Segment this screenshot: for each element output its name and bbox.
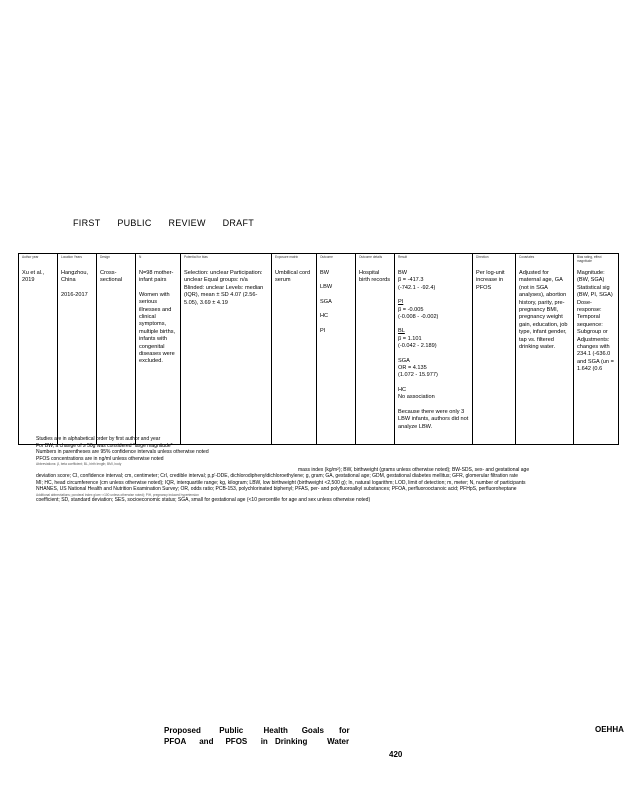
footnote-line: For BW, a change of ≥ 50g was considered "large magnitude" [36, 442, 173, 449]
result-value: β = 1.101 [398, 335, 422, 342]
header-cell: Location Years [58, 254, 97, 269]
participants-cell [136, 268, 181, 445]
results-cell [395, 268, 473, 445]
result-value: OR = 4.135 [398, 365, 427, 372]
footnote-line: coefficient; SD, standard deviation; SES, socioeconomic status; SGA, small for gestational age (<10 percentile for age and sex unless otherwise noted) [36, 497, 371, 504]
footnote-line: NHANES, US National Health and Nutrition Examination Survey; OR, odds ratio; PCB-153, polychlorinated biphenyl; PFAS, per- and polyfluoroalkyl substances; PFOA, perfluorooctanoic acid; PFHpS, perfluoroheptane [36, 486, 517, 493]
footnote-line: PFOS concentrations are in ng/ml unless otherwise noted [36, 455, 164, 462]
draft-word: REVIEW [168, 218, 206, 228]
participants-count: N=98 mother-infant pairs [139, 270, 174, 284]
location-text: Hangzhou, China [61, 270, 89, 284]
result-ci: (-0.042 - 2.189) [398, 343, 437, 350]
covariates-cell: Adjusted for maternal age, GA (not in SGA analyses), abortion history, parity, pre-pregnancy BMI, pregnancy weight gain, education, job type, infant gender, tap vs. filtered drinking water. [516, 268, 574, 445]
table-header-row [19, 254, 619, 269]
result-value: No association [398, 394, 435, 401]
footer-title-word: PFOA [164, 737, 187, 746]
footer-title-word: for [338, 726, 350, 735]
direction-cell: Per log-unit increase in PFOS [473, 268, 516, 445]
header-cell: Exposure matrix [272, 254, 317, 269]
header-cell: Covariates [516, 254, 574, 269]
header-cell: Bias rating, effect magnitude [574, 254, 619, 269]
result-label: BL [398, 328, 405, 335]
result-ci: (-0.008 - -0.002) [398, 314, 439, 321]
result-label: SGA [398, 357, 410, 364]
result-ci: (-742.1 - -92.4) [398, 284, 436, 291]
outcome-item: HC [320, 313, 329, 320]
footer-org: OEHHA [595, 725, 624, 734]
header-cell: N [136, 254, 181, 269]
footer-title-word: and [199, 737, 214, 746]
table-footnotes [36, 436, 618, 504]
outcome-item: SGA [320, 298, 332, 305]
table-row [19, 268, 619, 445]
author-cell: Xu et al., 2019 [19, 268, 58, 445]
matrix-cell: Umbilical cord serum [272, 268, 317, 445]
outcome-item: BW [320, 270, 330, 276]
footer-document-title [164, 725, 350, 747]
years-text: 2016-2017 [61, 291, 88, 298]
footnote-line: mass index (kg/m²); BW, birthweight (grams unless otherwise noted); BW-SDS, sex- and gestational age [298, 466, 530, 473]
draft-word: PUBLIC [117, 218, 152, 228]
footer-title-word: PFOS [225, 737, 248, 746]
header-cell: Result [395, 254, 473, 269]
footer-title-word: Health [263, 726, 288, 735]
footer-title-word: Proposed [164, 726, 201, 735]
result-value: β = -0.005 [398, 306, 424, 313]
footnote-line: MI; HC, head circumference (cm unless otherwise noted); IQR, interquartile range; kg, kilogram; LBW, low birthweight (birthweight <2,500 g); ln, natural logarithm; LOD, limit of detection; m, meter; N, number of participants [36, 479, 526, 486]
footnote-line: Abbreviations: β, beta coefficient; BL, birth length; BMI, body [36, 462, 122, 467]
outcome-item: PI [320, 327, 326, 334]
outcome-source-cell: Hospital birth records [356, 268, 395, 445]
footer-title-word: Goals [301, 726, 324, 735]
result-note: Because there were only 3 LBW infants, authors did not analyze LBW. [398, 408, 469, 430]
result-label: HC [398, 386, 407, 393]
evidence-table [18, 253, 619, 445]
draft-word: FIRST [73, 218, 101, 228]
outcome-item: LBW [320, 284, 333, 291]
result-value: β = -417.3 [398, 277, 424, 284]
draft-word: DRAFT [222, 218, 255, 228]
header-cell: Outcome details [356, 254, 395, 269]
footer-title-word: Water [327, 737, 350, 746]
footnote-line: deviation score; CI, confidence interval; cm, centimeter; CrI, credible interval; p,p'-DDE, dichlorodiphenyldichloroethylene; g, gram; GA, gestational age; GDM, gestational diabetes mellitus; GFR, glomerular filtration rate [36, 473, 519, 480]
bias-cell: Selection: unclear Participation: unclear Equal groups: n/a Blinded: unclear Levels: median (IQR), mean ± SD 4.07 (2.56-5.05), 3.69 ± 4.19 [181, 268, 272, 445]
header-cell: Design [97, 254, 136, 269]
design-cell: Cross-sectional [97, 268, 136, 445]
header-cell: Direction [473, 254, 516, 269]
header-cell: Outcome [317, 254, 356, 269]
footer-title-word: Public [219, 726, 244, 735]
draft-banner [73, 218, 268, 228]
result-label: BW [398, 270, 408, 276]
page-number: 420 [389, 750, 403, 759]
result-label: PI [398, 299, 404, 306]
footnote-line: Numbers in parentheses are 95% confidence intervals unless otherwise noted [36, 449, 209, 456]
exclusion-note: Women with serious illnesses and clinical symptoms, multiple births, infants with congenital diseases were excluded. [139, 291, 176, 365]
footnote-line: Additional abbreviations; ponderal index g/cm³ ×100 unless otherwise noted); PIH, pregnancy induced hypertension [36, 492, 199, 497]
result-ci: (1.072 - 15.977) [398, 372, 438, 379]
footnote-line: Studies are in alphabetical order by first author and year [36, 436, 161, 442]
header-cell: Author year [19, 254, 58, 269]
footer-title-word: Drinking [274, 737, 308, 746]
header-cell: Potential for bias [181, 254, 272, 269]
location-cell [58, 268, 97, 445]
footer-title-word: in [260, 737, 268, 746]
magnitude-cell: Magnitude: (BW, SGA) Statistical sig (BW, PI, SGA) Dose-response: Temporal sequence: Subgroup or Adjustments: changes with 234.1 (-636.0 and SGA (un = 1.642 (0.6 [574, 268, 619, 445]
outcomes-cell [317, 268, 356, 445]
